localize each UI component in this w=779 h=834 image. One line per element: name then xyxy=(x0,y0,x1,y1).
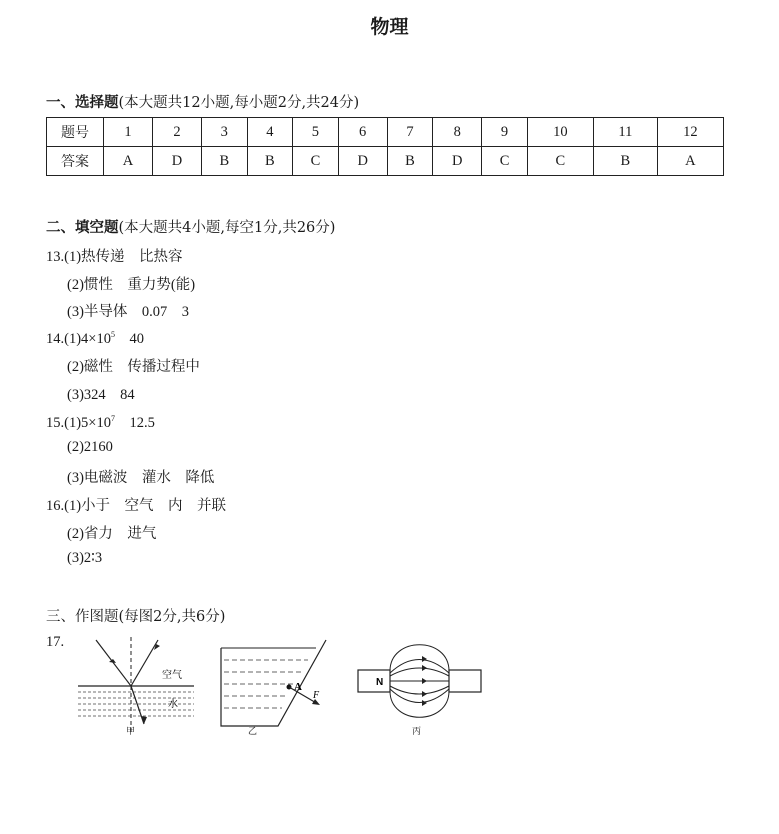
question-cell: 2 xyxy=(153,118,202,147)
answer-cell: D xyxy=(153,147,202,176)
section2-title: 二、填空题 xyxy=(46,220,119,236)
air-label: 空气 xyxy=(162,670,182,681)
question-row-header: 题号 xyxy=(47,118,104,147)
figure-caption-jia: 甲 xyxy=(126,727,136,737)
question-number: 14. xyxy=(46,331,65,347)
incident-arrow-icon xyxy=(109,659,116,663)
container-force-diagram xyxy=(218,638,338,730)
answer-line xyxy=(46,245,183,266)
figure-caption-bing: 丙 xyxy=(412,727,422,737)
section1-heading xyxy=(46,91,359,112)
question-cell: 3 xyxy=(202,118,248,147)
answer-cell: B xyxy=(593,147,657,176)
answer-cell: B xyxy=(202,147,248,176)
answer-text: (2)2160 xyxy=(67,439,113,455)
answer-text: (1)热传递 比热容 xyxy=(64,249,183,265)
section2-heading xyxy=(46,216,335,237)
magnet-left xyxy=(358,670,390,692)
answer-row xyxy=(47,147,724,176)
question-cell: 11 xyxy=(593,118,657,147)
answer-text: (1)4×10 xyxy=(64,331,111,347)
question-number: 13. xyxy=(46,249,65,265)
answer-cell: C xyxy=(482,147,528,176)
container-wall xyxy=(221,640,326,726)
answer-line xyxy=(67,466,214,487)
answer-cell: B xyxy=(387,147,433,176)
water-label: 水 xyxy=(168,699,178,710)
answer-line xyxy=(46,494,226,515)
exponent: 5 xyxy=(110,330,115,340)
answer-text: (3)电磁波 灌水 降低 xyxy=(67,470,215,486)
refraction-diagram xyxy=(76,632,196,732)
exponent: 7 xyxy=(110,414,115,424)
answer-cell: C xyxy=(293,147,339,176)
answer-cell: A xyxy=(657,147,723,176)
question-row xyxy=(47,118,724,147)
incident-ray xyxy=(96,640,131,686)
question-cell: 4 xyxy=(247,118,293,147)
answer-text: (3)324 84 xyxy=(67,387,135,403)
answer-cell: D xyxy=(338,147,387,176)
answer-cell: A xyxy=(104,147,153,176)
answer-line xyxy=(67,439,113,456)
answer-table xyxy=(46,117,724,176)
answer-text: 12.5 xyxy=(114,415,155,431)
answer-text: (3)半导体 0.07 3 xyxy=(67,304,190,320)
section1-title: 一、选择题 xyxy=(46,95,119,111)
answer-line xyxy=(46,411,155,432)
question-cell: 12 xyxy=(657,118,723,147)
answer-text: (1)5×10 xyxy=(64,415,111,431)
answer-line xyxy=(67,522,156,543)
answer-cell: C xyxy=(527,147,593,176)
question-cell: 9 xyxy=(482,118,528,147)
answer-line xyxy=(67,355,200,376)
magnet-right xyxy=(449,670,481,692)
question-cell: 1 xyxy=(104,118,153,147)
force-label: F xyxy=(313,690,320,701)
answer-text: 40 xyxy=(114,331,144,347)
answer-cell: D xyxy=(433,147,482,176)
section1-note: (本大题共12小题,每小题2分,共24分) xyxy=(118,95,360,111)
refracted-arrow-icon xyxy=(141,716,147,724)
section2-note: (本大题共4小题,每空1分,共26分) xyxy=(118,220,336,236)
answer-cell: B xyxy=(247,147,293,176)
reflected-ray xyxy=(131,640,158,686)
question-cell: 8 xyxy=(433,118,482,147)
answer-line xyxy=(46,327,144,348)
question-number: 16. xyxy=(46,498,65,514)
question-cell: 5 xyxy=(293,118,339,147)
field-lines xyxy=(390,645,449,718)
question-number: 15. xyxy=(46,415,65,431)
section3-heading: 三、作图题(每图2分,共6分) xyxy=(46,609,226,625)
answer-line xyxy=(67,300,189,321)
answer-text: (3)2∶3 xyxy=(67,550,103,566)
question-number: 17. xyxy=(46,634,65,650)
question-cell: 6 xyxy=(338,118,387,147)
magnetic-field-diagram xyxy=(356,642,486,722)
answer-text: (2)磁性 传播过程中 xyxy=(67,359,200,375)
point-a-label: A xyxy=(294,681,302,693)
question-cell: 10 xyxy=(527,118,593,147)
question-cell: 7 xyxy=(387,118,433,147)
field-arrows xyxy=(422,656,427,706)
page-title: 物理 xyxy=(370,16,409,38)
answer-text: (2)省力 进气 xyxy=(67,526,157,542)
answer-line xyxy=(67,550,102,567)
figure-caption-yi: 乙 xyxy=(248,727,258,737)
answer-row-header: 答案 xyxy=(47,147,104,176)
answer-text: (1)小于 空气 内 并联 xyxy=(64,498,227,514)
answer-line xyxy=(67,273,195,294)
answer-line xyxy=(67,383,135,404)
answer-text: (2)惯性 重力势(能) xyxy=(67,277,196,293)
north-pole-label: N xyxy=(376,677,384,688)
